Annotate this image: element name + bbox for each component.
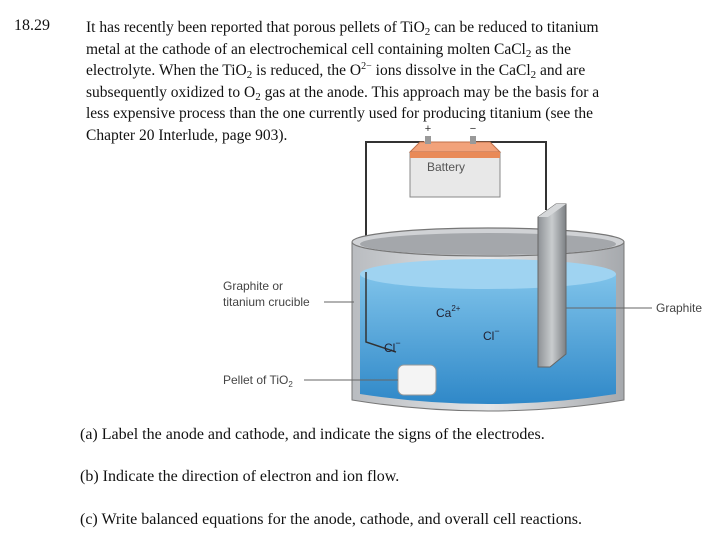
text-line-1: It has recently been reported that porous pellets of TiO$_2$ can be reduced to titanium bbox=[86, 19, 599, 38]
battery-label: Battery bbox=[426, 160, 466, 174]
text-line-3: electrolyte. When the TiO$_2$ is reduced, the $O^{2-}$ ions dissolve in the CaCl$_2$ and are bbox=[86, 61, 586, 81]
text-line-6: Chapter 20 Interlude, page 903). bbox=[86, 126, 288, 144]
tio2-pellet bbox=[398, 365, 436, 395]
crucible-label-line-2: titanium crucible bbox=[223, 295, 310, 309]
problem-number: 18.29 bbox=[14, 17, 50, 34]
crucible-label-line-1: Graphite or bbox=[223, 279, 284, 293]
graphite-label: Graphite bbox=[656, 301, 703, 315]
ion-calcium: $Ca^{2+}$ bbox=[436, 304, 461, 320]
question-c: (c) Write balanced equations for the anode, cathode, and overall cell reactions. bbox=[80, 511, 582, 528]
ion-chloride-1: Cl− bbox=[483, 326, 500, 343]
battery-minus-sign: − bbox=[469, 123, 477, 135]
battery bbox=[410, 123, 500, 197]
ion-chloride-2: Cl− bbox=[384, 338, 401, 355]
question-a: (a) Label the anode and cathode, and indicate the signs of the electrodes. bbox=[80, 426, 545, 443]
battery-plus-sign: + bbox=[424, 123, 432, 135]
text-line-2: metal at the cathode of an electrochemical cell containing molten CaCl$_2$ as the bbox=[86, 40, 571, 60]
crucible bbox=[352, 228, 624, 411]
electrolysis-cell-diagram bbox=[218, 122, 718, 422]
pellet-label: Pellet of TiO$_2$ bbox=[223, 373, 293, 389]
question-b: (b) Indicate the direction of electron and ion flow. bbox=[80, 468, 400, 485]
text-line-5: less expensive process than the one currently used for producing titanium (see the bbox=[86, 105, 594, 122]
graphite-electrode bbox=[538, 204, 566, 367]
text-line-4: subsequently oxidized to $O_2$ gas at the anode. This approach may be the basis for a bbox=[86, 83, 600, 103]
